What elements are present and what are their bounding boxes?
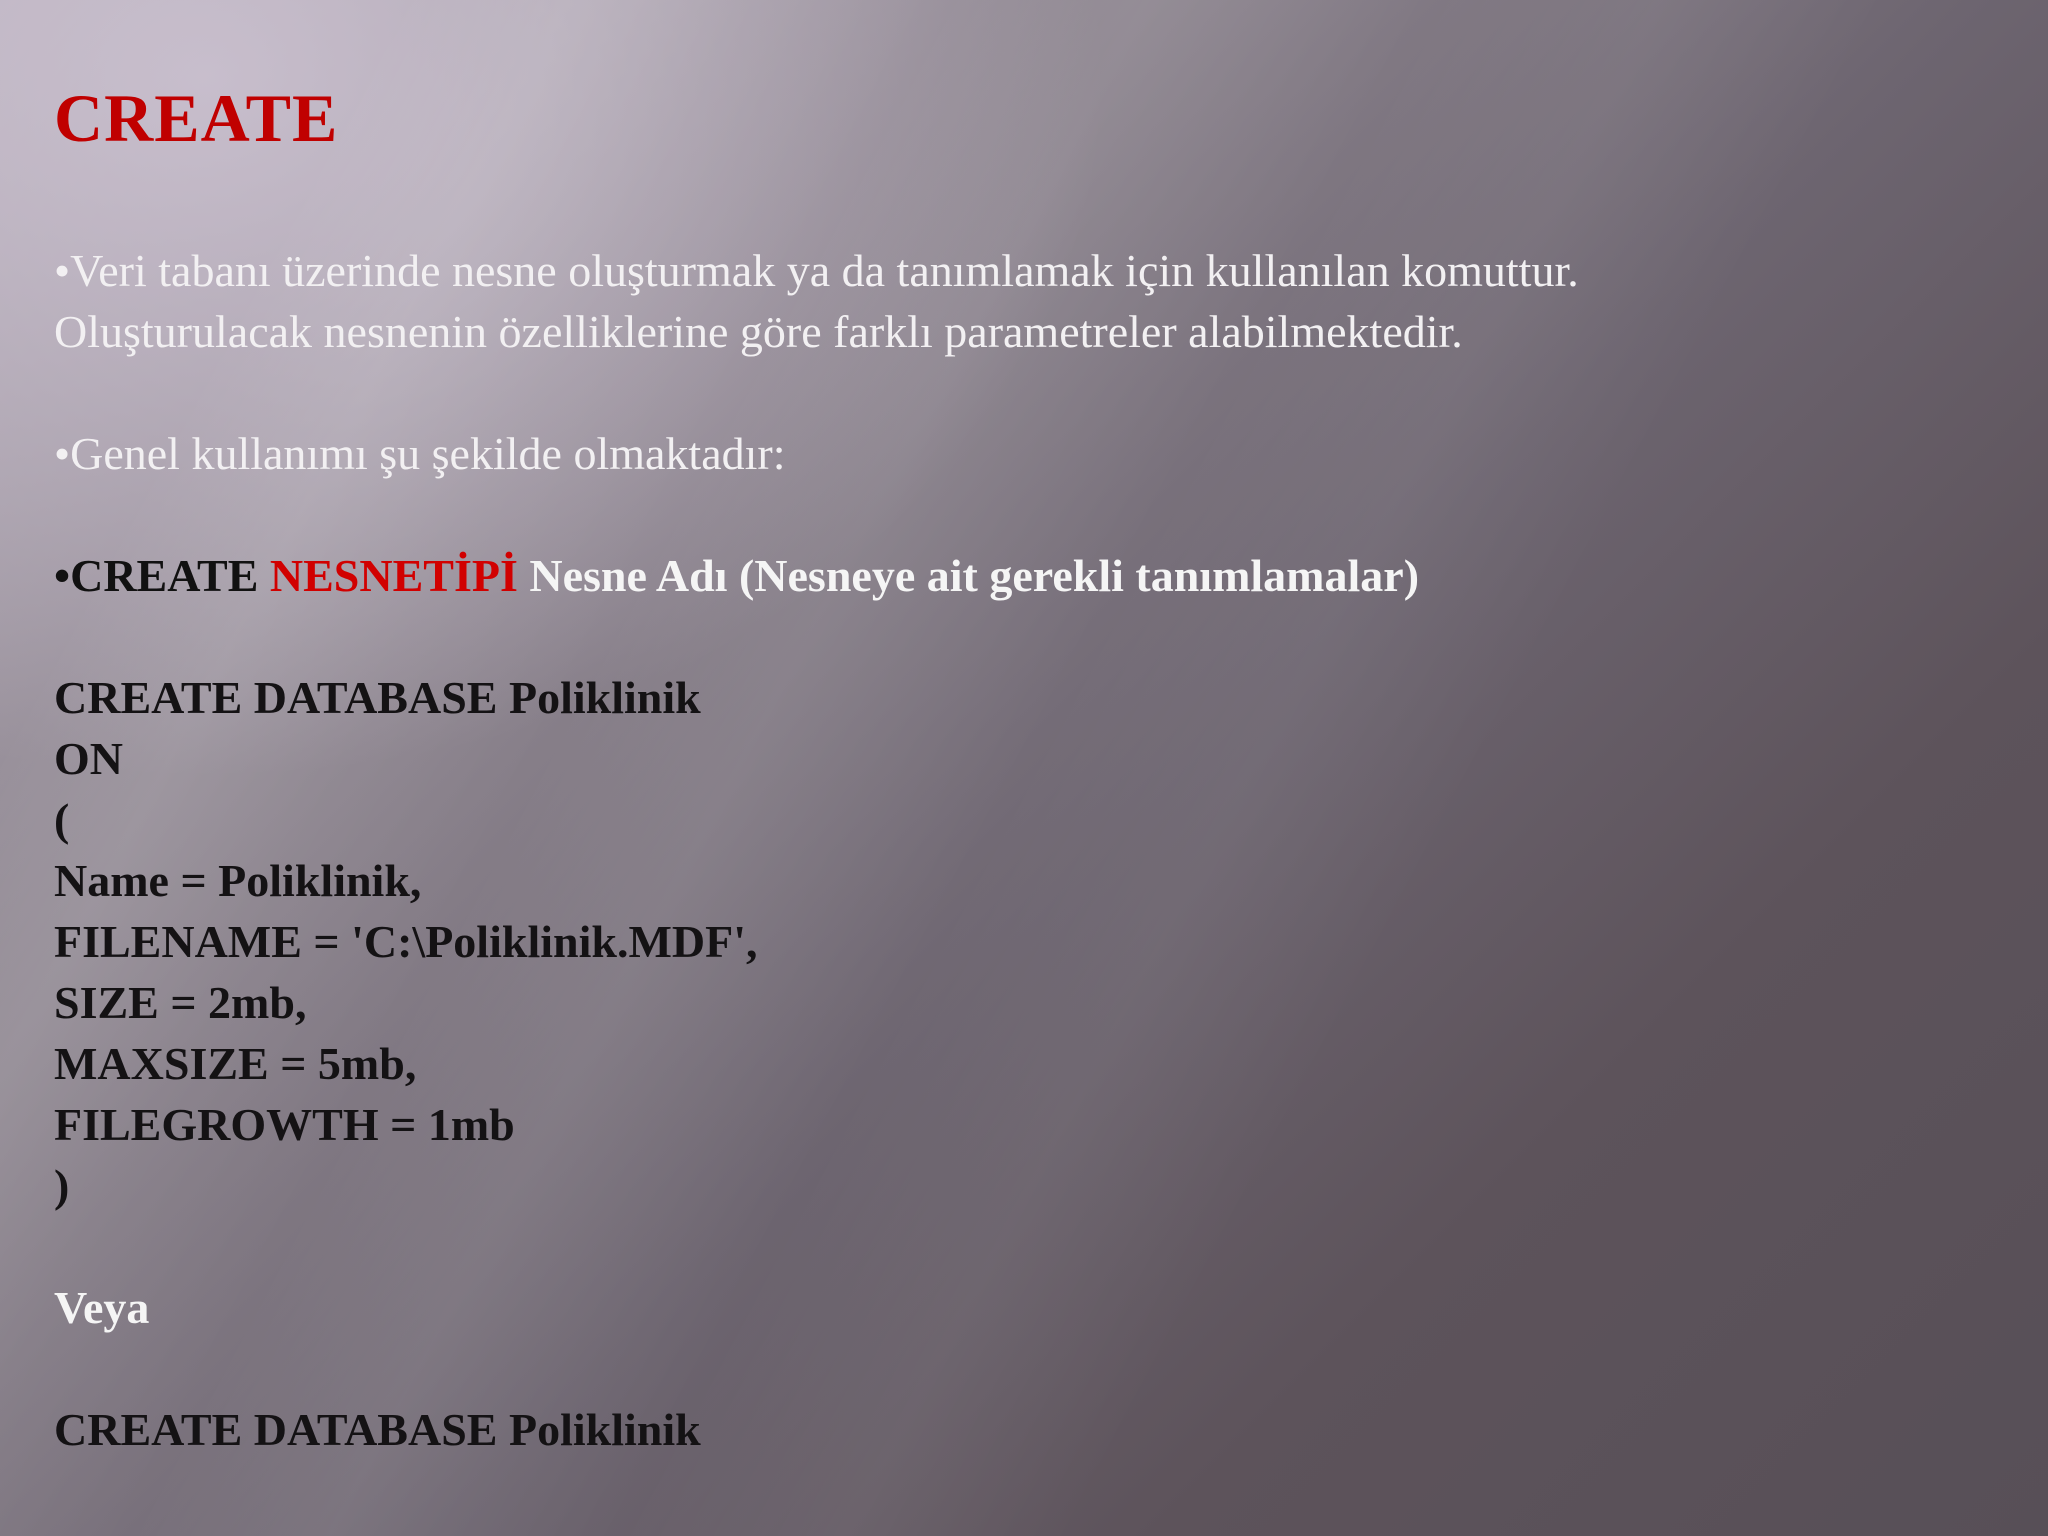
bullet-description-line-2: Oluşturulacak nesnenin özelliklerine göre farklı parametreler alabilmektedir. [54,306,1463,357]
code-line: ( [54,794,70,845]
code-line: FILEGROWTH = 1mb [54,1099,515,1150]
spacer [54,484,2014,545]
code-line: Name = Poliklinik, [54,855,422,906]
code-block-2 [54,1399,2014,1460]
code-line: ON [54,733,123,784]
spacer [54,1338,2014,1399]
or-label: Veya [54,1282,150,1333]
syntax-object-type: NESNETİPİ [269,550,518,601]
code-line: ) [54,1160,70,1211]
slide-body [54,240,2014,1460]
code-line: CREATE DATABASE Poliklinik [54,672,701,723]
bullet-description-line-1: •Veri tabanı üzerinde nesne oluşturmak ya da tanımlamak için kullanılan komuttur. [54,245,1579,296]
code-line: CREATE DATABASE Poliklinik [54,1404,701,1455]
syntax-prefix: •CREATE [54,550,270,601]
syntax-rest: Nesne Adı (Nesneye ait gerekli tanımlamalar) [517,550,1420,601]
slide-title: CREATE [54,80,339,156]
spacer [54,1216,2014,1277]
code-line: FILENAME = 'C:\Poliklinik.MDF', [54,916,758,967]
spacer [54,606,2014,667]
bullet-usage-intro: •Genel kullanımı şu şekilde olmaktadır: [54,428,786,479]
code-line: MAXSIZE = 5mb, [54,1038,417,1089]
code-block [54,667,2014,1216]
code-line: SIZE = 2mb, [54,977,307,1028]
spacer [54,362,2014,423]
syntax-line [54,545,2014,606]
